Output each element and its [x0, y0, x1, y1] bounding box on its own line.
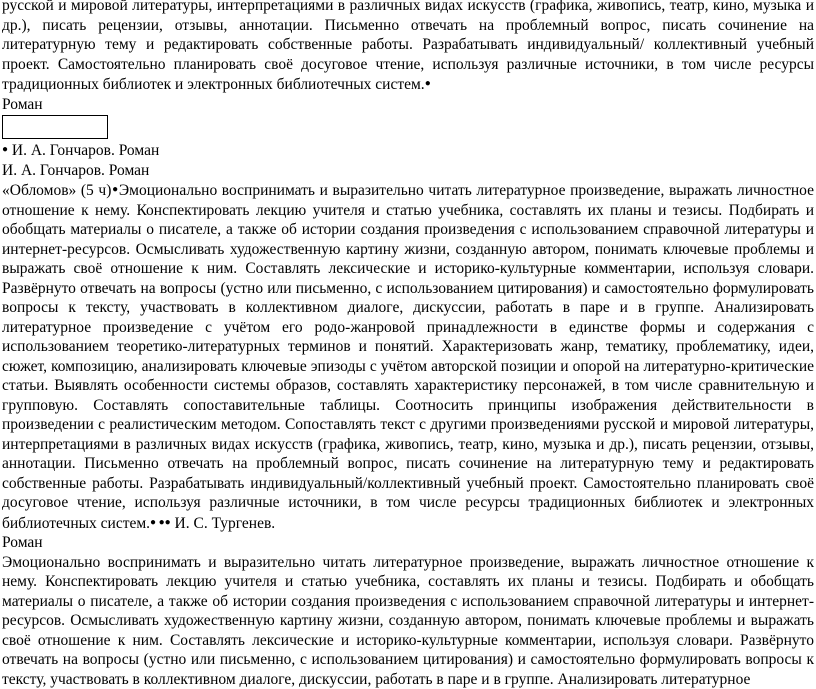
- work-title: «Обломов» (5 ч): [2, 182, 111, 199]
- bullet-icon: ●: [425, 78, 431, 89]
- section-label-roman: Роман: [2, 95, 814, 115]
- paragraph-text: русской и мировой литературы, интерпретациями в различных видах искусств (графика, живопись, театр, кино, музыка и др.), писать рецензии, отзывы, аннотации. Письменно отвечать на проблемный вопрос, писать сочинение на литературную тему и редактировать собственные работы. Разрабатывать индивидуальный/ коллективный учебный проект. Самостоятельно планировать своё досуговое чтение, используя различные источники, в том числе ресурсы традиционных библиотек и электронных библиотечных систем.: [2, 0, 814, 93]
- bullet-icon: ●: [111, 184, 119, 195]
- section-heading-goncharov: И. А. Гончаров. Роман: [2, 161, 814, 181]
- bullet-icon: ●: [2, 144, 8, 155]
- paragraph-block-3: Эмоционально воспринимать и выразительно читать литературное произведение, выражать личностное отношение к нему. Конспектировать лекцию учителя и статью учебника, составлять их планы и тезисы. Подбирать и обобщать материалы о писателе, а также об истории создания произведения с использованием справочной литературы и интернет-ресурсов. Осмысливать художественную картину жизни, созданную автором, понимать ключевые проблемы и выражать своё отношение к ним. Составлять лексические и историко-культурные комментарии, используя словари. Развёрнуто отвечать на вопросы (устно или письменно, с использованием цитирования) и самостоятельно формулировать вопросы к тексту, участвовать в коллективном диалоге, дискуссии, работать в паре и в группе. Анализировать литературное: [2, 553, 814, 689]
- paragraph-block-2: [2, 180, 814, 533]
- section-label-roman: Роман: [2, 533, 814, 553]
- next-author-heading: И. С. Тургенев.: [171, 515, 276, 532]
- bullet-group-icon: ● ●●: [150, 517, 171, 528]
- paragraph-text: Эмоционально воспринимать и выразительно читать литературное произведение, выражать личностное отношение к нему. Конспектировать лекцию учителя и статью учебника, составлять их планы и тезисы. Подбирать и обобщать материалы о писателе, а также об истории создания произведения с использованием справочной литературы и интернет-ресурсов. Осмысливать художественную картину жизни, созданную автором, понимать ключевые проблемы и выражать своё отношение к ним. Составлять лексические и историко-культурные комментарии, используя словари. Развёрнуто отвечать на вопросы (устно или письменно, с использованием цитирования) и самостоятельно формулировать вопросы к тексту, участвовать в коллективном диалоге, дискуссии, работать в паре и в группе. Анализировать литературное произведение с учётом его родо-жанровой принадлежности в единстве формы и содержания с использованием теоретико-литературных терминов и понятий. Характеризовать жанр, тематику, проблематику, идеи, сюжет, композицию, анализировать ключевые эпизоды с учётом авторской позиции и опорой на литературно-критические статьи. Выявлять особенности системы образов, составлять характеристику персонажей, в том числе сравнительную и групповую. Составлять сопоставительные таблицы. Соотносить принципы изображения действительности в произведении с реалистическим методом. Сопоставлять текст с другими произведениями русской и мировой литературы, интерпретациями в различных видах искусств (графика, живопись, театр, кино, музыка и др.), писать рецензии, отзывы, аннотации. Письменно отвечать на проблемный вопрос, писать сочинение на литературную тему и редактировать собственные работы. Разрабатывать индивидуальный/коллективный учебный проект. Самостоятельно планировать своё досуговое чтение, используя различные источники, в том числе ресурсы традиционных библиотек и электронных библиотечных систем.: [2, 182, 814, 532]
- bullet-item-text: И. А. Гончаров. Роман: [8, 142, 159, 159]
- empty-table-cell: [2, 115, 108, 139]
- bullet-list-item: [2, 140, 814, 161]
- paragraph-block-1: [2, 0, 814, 95]
